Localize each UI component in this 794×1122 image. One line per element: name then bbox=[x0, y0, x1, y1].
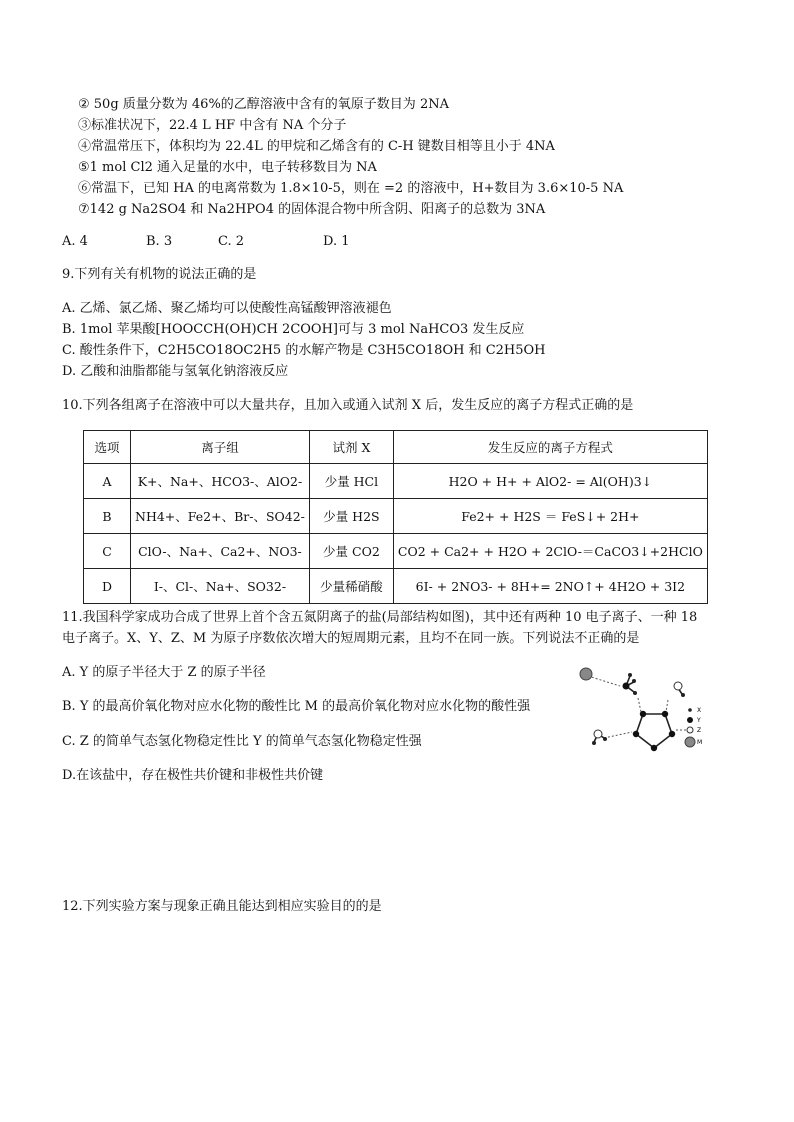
table-row bbox=[84, 499, 708, 534]
table-row bbox=[84, 464, 708, 499]
q8-option-b: B. 3 bbox=[146, 234, 173, 249]
table-row bbox=[84, 569, 708, 604]
atom-z bbox=[594, 730, 602, 738]
atom-y bbox=[623, 683, 630, 690]
row-ions: K+、Na+、HCO3-、AlO2- bbox=[131, 464, 310, 499]
q8-statement-7: ⑦142 g Na2SO4 和 Na2HPO4 的固体混合物中所含阴、阳离子的总数为 3NA bbox=[78, 202, 546, 217]
row-label: A bbox=[84, 464, 131, 499]
q9-option-a: A. 乙烯、氯乙烯、聚乙烯均可以使酸性高锰酸钾溶液褪色 bbox=[62, 301, 392, 316]
legend bbox=[685, 707, 702, 747]
header-ion-group: 离子组 bbox=[131, 431, 310, 464]
row-ions: NH4+、Fe2+、Br-、SO42- bbox=[131, 499, 310, 534]
q10-stem: 10.下列各组离子在溶液中可以大量共存，且加入或通入试剂 X 后，发生反应的离子方程式正确的是 bbox=[62, 398, 634, 413]
atom-y bbox=[640, 711, 646, 717]
atom-x bbox=[592, 741, 596, 745]
q11-stem-line1: 11.我国科学家成功合成了世界上首个含五氮阴离子的盐(局部结构如图)，其中还有两种 10 电子离子、一种 18 bbox=[62, 610, 698, 625]
q8-statement-5: ⑤1 mol Cl2 通入足量的水中，电子转移数目为 NA bbox=[78, 160, 377, 175]
row-ions: I-、Cl-、Na+、SO32- bbox=[131, 569, 310, 604]
legend-x: X bbox=[697, 707, 702, 714]
row-label: C bbox=[84, 534, 131, 569]
q9-option-b: B. 1mol 苹果酸[HOOCCH(OH)CH 2COOH]可与 3 mol NaHCO3 发生反应 bbox=[62, 322, 525, 337]
atom-x bbox=[628, 673, 632, 677]
table-row bbox=[84, 534, 708, 569]
atom-m bbox=[580, 668, 592, 680]
legend-z: Z bbox=[697, 727, 702, 734]
atom-z bbox=[674, 682, 682, 690]
legend-y: Y bbox=[697, 717, 701, 724]
atom-x bbox=[603, 737, 607, 741]
q9-option-d: D. 乙酸和油脂都能与氢氧化钠溶液反应 bbox=[62, 364, 289, 379]
q8-statement-4: ④常温常压下，体积均为 22.4L 的甲烷和乙烯含有的 C-H 键数目相等且小于 4NA bbox=[78, 139, 555, 154]
q8-options bbox=[62, 234, 462, 250]
q8-statement-6: ⑥常温下，已知 HA 的电离常数为 1.8×10-5，则在 =2 的溶液中，H+数目为 3.6×10-5 NA bbox=[78, 181, 624, 196]
row-label: D bbox=[84, 569, 131, 604]
atom-y bbox=[633, 731, 639, 737]
q9-option-c: C. 酸性条件下，C2H5CO18OC2H5 的水解产物是 C3H5CO18OH 和 C2H5OH bbox=[62, 343, 546, 358]
q9-stem: 9.下列有关有机物的说法正确的是 bbox=[62, 267, 257, 282]
header-option: 选项 bbox=[84, 431, 131, 464]
salt-structure-diagram bbox=[578, 664, 708, 756]
row-equation: CO2 + Ca2+ + H2O + 2ClO-＝CaCO3↓+2HClO bbox=[393, 534, 707, 569]
q12-stem: 12.下列实验方案与现象正确且能达到相应实验目的的是 bbox=[62, 899, 382, 914]
q11-option-a: A. Y 的原子半径大于 Z 的原子半径 bbox=[62, 665, 266, 680]
row-reagent: 少量 CO2 bbox=[309, 534, 393, 569]
ion-table-header-row bbox=[84, 431, 708, 464]
q11-option-c: C. Z 的简单气态氢化物稳定性比 Y 的简单气态氢化物稳定性强 bbox=[62, 734, 422, 749]
ion-table bbox=[83, 430, 708, 604]
legend-m: M bbox=[697, 739, 703, 746]
row-reagent: 少量 H2S bbox=[309, 499, 393, 534]
q11-option-b: B. Y 的最高价氧化物对应水化物的酸性比 M 的最高价氧化物对应水化物的酸性强 bbox=[62, 699, 531, 714]
row-label: B bbox=[84, 499, 131, 534]
atom-y bbox=[669, 731, 675, 737]
atom-y bbox=[662, 711, 668, 717]
header-reagent: 试剂 X bbox=[309, 431, 393, 464]
row-reagent: 少量 HCl bbox=[309, 464, 393, 499]
q11-option-d: D.在该盐中，存在极性共价键和非极性共价键 bbox=[62, 768, 324, 783]
atom-x bbox=[632, 679, 636, 683]
atom-x bbox=[681, 693, 685, 697]
row-equation: 6I- + 2NO3- + 8H+= 2NO↑+ 4H2O + 3I2 bbox=[393, 569, 707, 604]
solid-bonds bbox=[594, 676, 682, 748]
row-equation: H2O + H+ + AlO2- = Al(OH)3↓ bbox=[393, 464, 707, 499]
atom-x bbox=[633, 691, 637, 695]
q11-stem-line2: 电子离子。X、Y、Z、M 为原子序数依次增大的短周期元素，且均不在同一族。下列说法不正确的是 bbox=[62, 631, 640, 646]
header-equation: 发生反应的离子方程式 bbox=[393, 431, 707, 464]
q8-option-c: C. 2 bbox=[218, 234, 245, 249]
q8-statement-3: ③标准状况下，22.4 L HF 中含有 NA 个分子 bbox=[78, 118, 347, 133]
q8-statement-2: ② 50g 质量分数为 46%的乙醇溶液中含有的氧原子数目为 2NA bbox=[78, 97, 449, 112]
atom-y bbox=[651, 745, 657, 751]
q8-option-a: A. 4 bbox=[62, 234, 88, 249]
row-ions: ClO-、Na+、Ca2+、NO3- bbox=[131, 534, 310, 569]
q8-option-d: D. 1 bbox=[323, 234, 350, 249]
row-reagent: 少量稀硝酸 bbox=[309, 569, 393, 604]
row-equation: Fe2+ + H2S ＝ FeS↓+ 2H+ bbox=[393, 499, 707, 534]
